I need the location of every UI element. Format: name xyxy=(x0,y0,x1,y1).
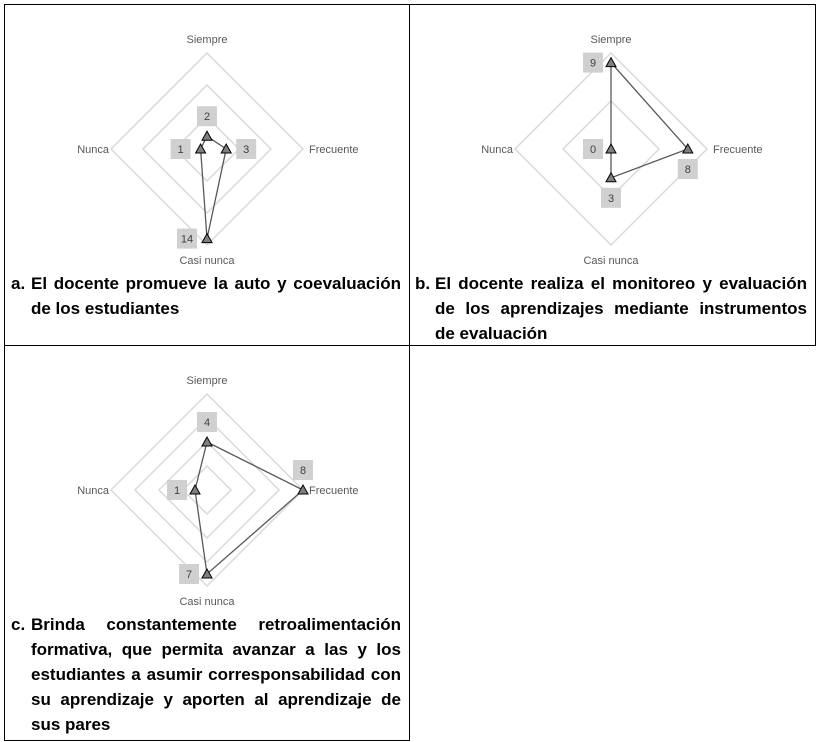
data-point-marker xyxy=(221,144,231,153)
caption-a xyxy=(11,271,401,321)
caption-text: Brinda constantemente retroalimentación formativa, que permita avanzar a las y los estudiantes a asumir corresponsabilidad con su aprendizaje y aporten al aprendizaje de sus pares xyxy=(31,615,401,734)
data-point-marker xyxy=(606,173,616,182)
data-label: 1 xyxy=(173,485,181,497)
data-label: 1 xyxy=(177,144,184,156)
data-label: 7 xyxy=(185,569,193,581)
table-cell-chart-a xyxy=(4,4,410,346)
table-cell-chart-c xyxy=(4,345,410,741)
caption-letter: a. xyxy=(11,274,26,293)
data-point-marker xyxy=(196,144,206,153)
data-point-marker xyxy=(606,58,616,67)
data-series-line xyxy=(195,442,303,574)
grid-ring xyxy=(183,466,231,514)
data-series-line xyxy=(611,63,688,178)
caption-c xyxy=(11,612,401,737)
caption-letter: c. xyxy=(11,615,26,634)
caption-letter: b. xyxy=(415,274,431,293)
table-cell-chart-b xyxy=(409,4,816,346)
axis-label: Casi nunca xyxy=(179,255,235,267)
caption-text: El docente promueve la auto y coevaluación de los estudiantes xyxy=(31,274,401,318)
axis-label: Siempre xyxy=(590,34,632,46)
axis-label: Siempre xyxy=(186,375,228,387)
data-label: 3 xyxy=(243,144,250,156)
caption-text: El docente realiza el monitoreo y evaluación de los aprendizajes mediante instrumentos de evaluación xyxy=(435,274,807,343)
data-label: 8 xyxy=(299,465,307,477)
axis-label: Frecuente xyxy=(309,144,359,156)
axis-label: Siempre xyxy=(186,34,228,46)
data-point-marker xyxy=(202,234,212,243)
data-point-marker xyxy=(202,437,212,446)
data-label: 2 xyxy=(203,111,211,124)
data-label: 4 xyxy=(203,417,211,429)
data-point-marker xyxy=(606,144,616,153)
data-label: 0 xyxy=(589,144,597,156)
axis-label: Nunca xyxy=(481,144,513,156)
axis-label: Frecuente xyxy=(309,485,359,497)
grid-ring xyxy=(111,53,303,245)
axis-label: Nunca xyxy=(77,144,109,156)
data-point-marker xyxy=(190,485,200,494)
data-label: 8 xyxy=(684,164,691,176)
radar-chart-b xyxy=(409,5,815,267)
radar-chart-a xyxy=(5,5,411,267)
axis-label: Frecuente xyxy=(713,144,763,156)
axis-label: Nunca xyxy=(77,485,109,497)
radar-chart-c xyxy=(5,346,411,608)
data-point-marker xyxy=(202,131,212,140)
data-label: 9 xyxy=(589,57,597,70)
data-label: 14 xyxy=(180,233,194,246)
caption-b xyxy=(415,271,807,346)
data-label: 3 xyxy=(607,192,615,205)
axis-label: Casi nunca xyxy=(583,255,639,267)
axis-label: Casi nunca xyxy=(179,596,235,608)
